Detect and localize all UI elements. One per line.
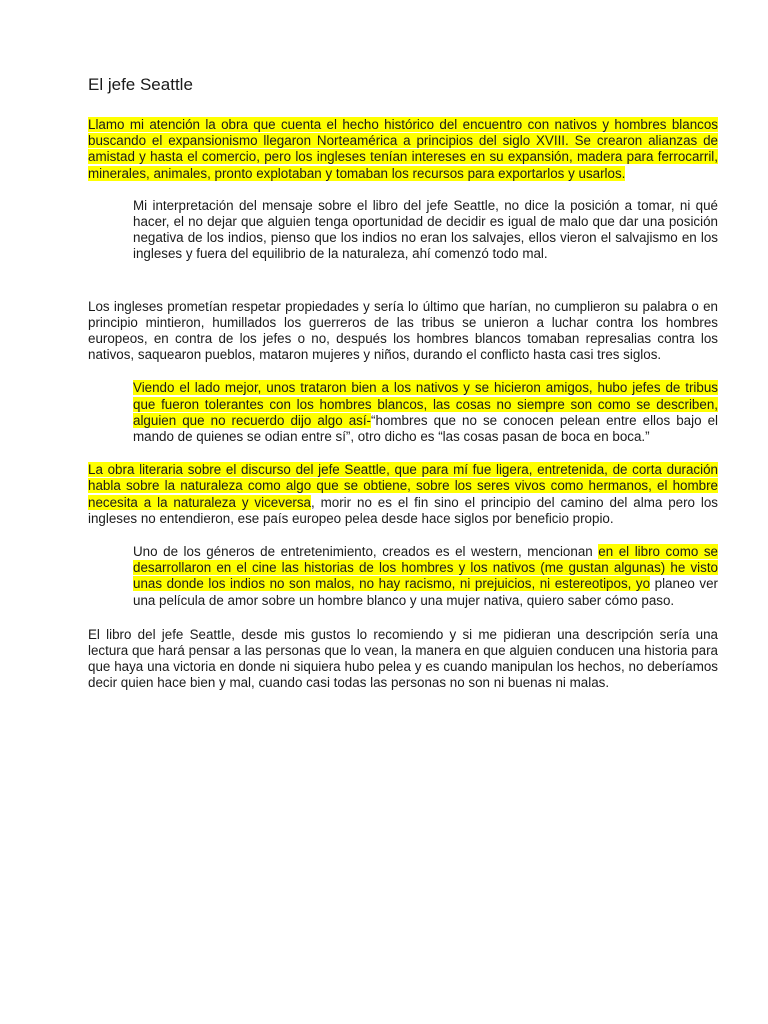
paragraph-2: Mi interpretación del mensaje sobre el libro del jefe Seattle, no dice la posición a tomar, ni qué hacer, el no dejar que alguien tenga oportunidad de decidir es igual de malo que dar una posición negativa de los indios, pienso que los indios no eran los salvajes, ellos vieron el salvajismo en los ingleses y fuera del equilibrio de la naturaleza, ahí comenzó todo mal.: [133, 197, 718, 262]
body-text: , morir no es el fin sino el principio del camino del alma pero los ingleses no entendieron, ese país europeo pelea desde hace siglos por beneficio propio.: [88, 494, 718, 526]
body-text: planeo ver una película de amor sobre un hombre blanco y una mujer nativa, quiero saber cómo paso.: [133, 576, 718, 608]
body-text: Uno de los géneros de entretenimiento, creados es el western, mencionan: [133, 544, 599, 560]
document-page: [88, 74, 718, 692]
paragraph-7: El libro del jefe Seattle, desde mis gustos lo recomiendo y si me pidieran una descripción sería una lectura que hará pensar a las personas que lo vean, la manera en que alguien conducen una historia para que haya una victoria en donde ni siquiera hubo pelea y es cuando manipulan los hechos, no deberíamos decir quien hace bien y mal, cuando casi todas las personas no son ni buenas ni malas.: [88, 626, 718, 691]
highlighted-text: en el libro como se desarrollaron en el cine las historias de los hombres y los nativos (me gustan algunas) he visto unas donde los indios no son malos, no hay racismo, ni prejuicios, ni estereotipos, yo: [133, 544, 718, 592]
paragraph-4: [133, 380, 718, 445]
quote-text: “hombres que no se conocen pelean entre ellos bajo el mando de quienes se odian entre sí”, otro dicho es “las cosas pasan de boca en boca.”: [133, 412, 719, 445]
highlighted-text: Viendo el lado mejor, unos trataron bien a los nativos y se hicieron amigos, hubo jefes de tribus que fueron tolerantes con los hombres blancos, las cosas no siempre son como se describen, alguien que no recuerdo dijo algo así-: [133, 380, 718, 428]
highlighted-text: Llamo mi atención la obra que cuenta el hecho histórico del encuentro con nativos y hombres blancos buscando el expansionismo llegaron Norteamérica a principios del siglo XVIII. Se crearon alianzas de amistad y hasta el comercio, pero los ingleses tenían intereses en su expansión, madera para ferrocarril, minerales, animales, pronto explotaban y tomaban los recursos para exportarlos y usarlos.: [88, 117, 718, 181]
paragraph-1: [88, 117, 718, 182]
document-title: El jefe Seattle: [88, 75, 193, 94]
paragraph-3: Los ingleses prometían respetar propiedades y sería lo último que harían, no cumplieron su palabra o en principio mintieron, humillados los guerreros de las tribus se unieron a luchar contra los hombres europeos, en contra de los jefes o no, después los hombres blancos tomaban represalias contra los nativos, saquearon pueblos, mataron mujeres y niños, durando el conflicto hasta casi tres siglos.: [88, 298, 718, 363]
highlighted-text: La obra literaria sobre el discurso del jefe Seattle, que para mí fue ligera, entretenida, de corta duración habla sobre la naturaleza como algo que se obtiene, sobre los seres vivos como hermanos, el hombre necesita a la naturaleza y viceversa: [88, 462, 718, 510]
paragraph-5: [88, 462, 718, 527]
paragraph-6: [133, 544, 718, 609]
